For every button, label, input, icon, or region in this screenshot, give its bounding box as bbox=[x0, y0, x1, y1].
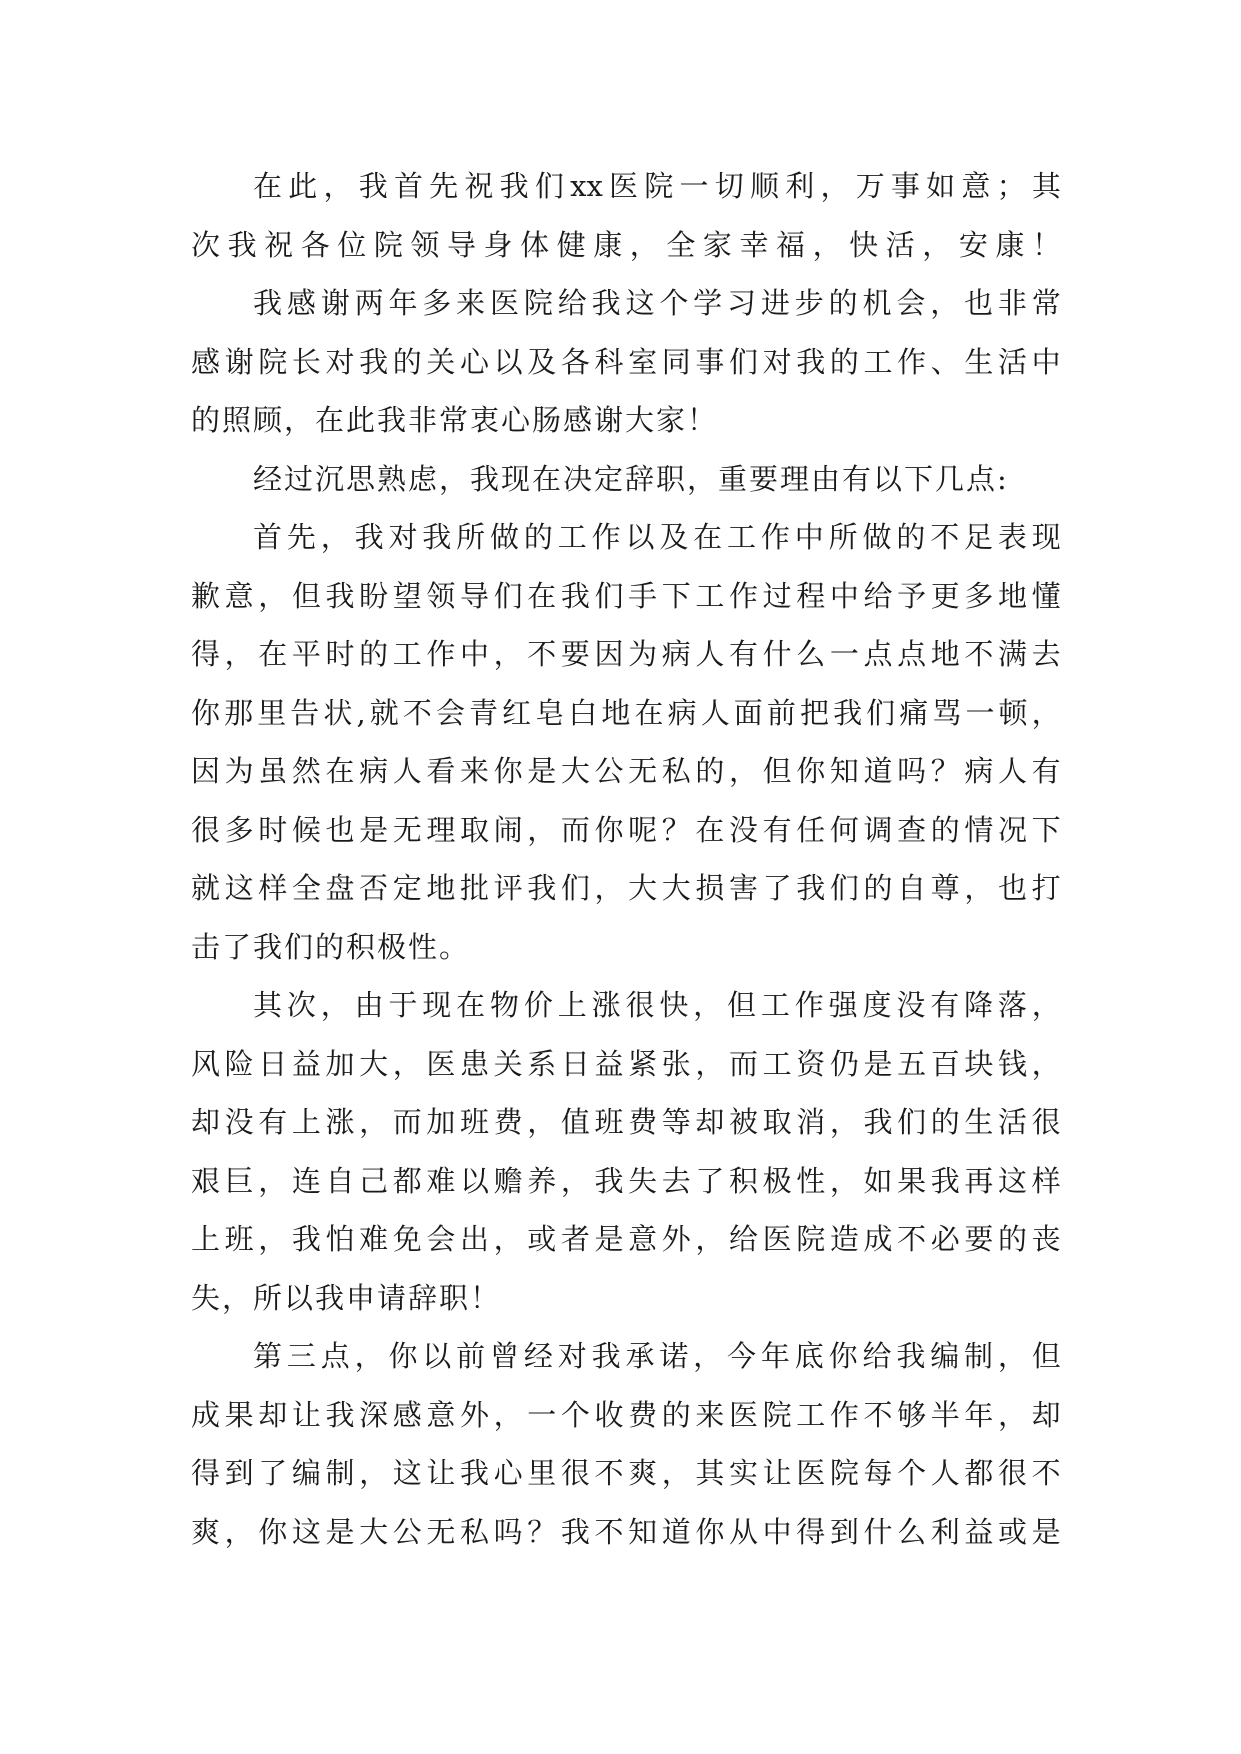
text-line: 爽 ， 你 这 是 大 公 无 私 吗 ？ 我 不 知 道 你 从 中 得 到 什 么 利 益 或 是 bbox=[191, 1514, 1061, 1549]
text-line: 经过沉思熟虑，我现在决定辞职，重要理由有以下几点: bbox=[253, 461, 1009, 496]
text-line: 得 到 了 编 制 ， 这 让 我 心 里 很 不 爽 ， 其 实 让 医 院 每 个 人 都 很 不 bbox=[191, 1456, 1061, 1490]
document-body bbox=[191, 157, 1061, 1561]
text-line: 因 为 虽 然 在 病 人 看 来 你 是 大 公 无 私 的 ， 但 你 知 道 吗 ？ 病 人 有 bbox=[191, 754, 1061, 788]
text-line: 风 险 日 益 加 大 ， 医 患 关 系 日 益 紧 张 ， 而 工 资 仍 是 五 百 块 钱 ， bbox=[191, 1046, 1061, 1081]
text-line: 我 感 谢 两 年 多 来 医 院 给 我 这 个 学 习 进 步 的 机 会 ， 也 非 常 bbox=[253, 286, 1061, 320]
text-line: 艰 巨 ， 连 自 己 都 难 以 赡 养 ， 我 失 去 了 积 极 性 ， 如 果 我 再 这 样 bbox=[191, 1163, 1061, 1198]
text-line: 失，所以我申请辞职！ bbox=[191, 1280, 502, 1315]
text-line: 就 这 样 全 盘 否 定 地 批 评 我 们 ， 大 大 损 害 了 我 们 的 自 尊 ， 也 打 bbox=[191, 871, 1061, 905]
text-line: 次 我 祝 各 位 院 领 导 身 体 健 康 ， 全 家 幸 福 ， 快 活 ， 安 康 ！ bbox=[191, 227, 1061, 262]
text-line: 首 先 ， 我 对 我 所 做 的 工 作 以 及 在 工 作 中 所 做 的 不 足 表 现 bbox=[253, 520, 1061, 554]
text-line: 的照顾，在此我非常衷心肠感谢大家！ bbox=[191, 403, 719, 437]
text-line: 得 ， 在 平 时 的 工 作 中 ， 不 要 因 为 病 人 有 什 么 一 点 点 地 不 满 去 bbox=[191, 637, 1061, 671]
text-line: 成 果 却 让 我 深 感 意 外 ， 一 个 收 费 的 来 医 院 工 作 不 够 半 年 ， 却 bbox=[191, 1397, 1061, 1432]
text-line: 第 三 点 ， 你 以 前 曾 经 对 我 承 诺 ， 今 年 底 你 给 我 编 制 ， 但 bbox=[253, 1339, 1061, 1373]
text-line: 感 谢 院 长 对 我 的 关 心 以 及 各 科 室 同 事 们 对 我 的 工 作 、 生 活 中 bbox=[191, 344, 1061, 379]
text-line: 其 次 ， 由 于 现 在 物 价 上 涨 很 快 ， 但 工 作 强 度 没 有 降 落 ， bbox=[253, 988, 1061, 1022]
text-line: 很 多 时 候 也 是 无 理 取 闹 ， 而 你 呢 ？ 在 没 有 任 何 调 查 的 情 况 下 bbox=[191, 812, 1061, 847]
text-line: 击了我们的积极性。 bbox=[191, 929, 471, 964]
text-line: 在 此 ， 我 首 先 祝 我 们 xx 医 院 一 切 顺 利 ， 万 事 如 意 ； 其 bbox=[253, 169, 1061, 203]
text-line: 却 没 有 上 涨 ， 而 加 班 费 ， 值 班 费 等 却 被 取 消 ， 我 们 的 生 活 很 bbox=[191, 1105, 1061, 1139]
text-line: 上 班 ， 我 怕 难 免 会 出 ， 或 者 是 意 外 ， 给 医 院 造 成 不 必 要 的 丧 bbox=[191, 1222, 1061, 1256]
text-line: 你 那 里 告 状 , 就 不 会 青 红 皂 白 地 在 病 人 面 前 把 我 们 痛 骂 一 顿 ， bbox=[191, 695, 1061, 730]
text-line: 歉 意 ， 但 我 盼 望 领 导 们 在 我 们 手 下 工 作 过 程 中 给 予 更 多 地 懂 bbox=[191, 578, 1061, 613]
